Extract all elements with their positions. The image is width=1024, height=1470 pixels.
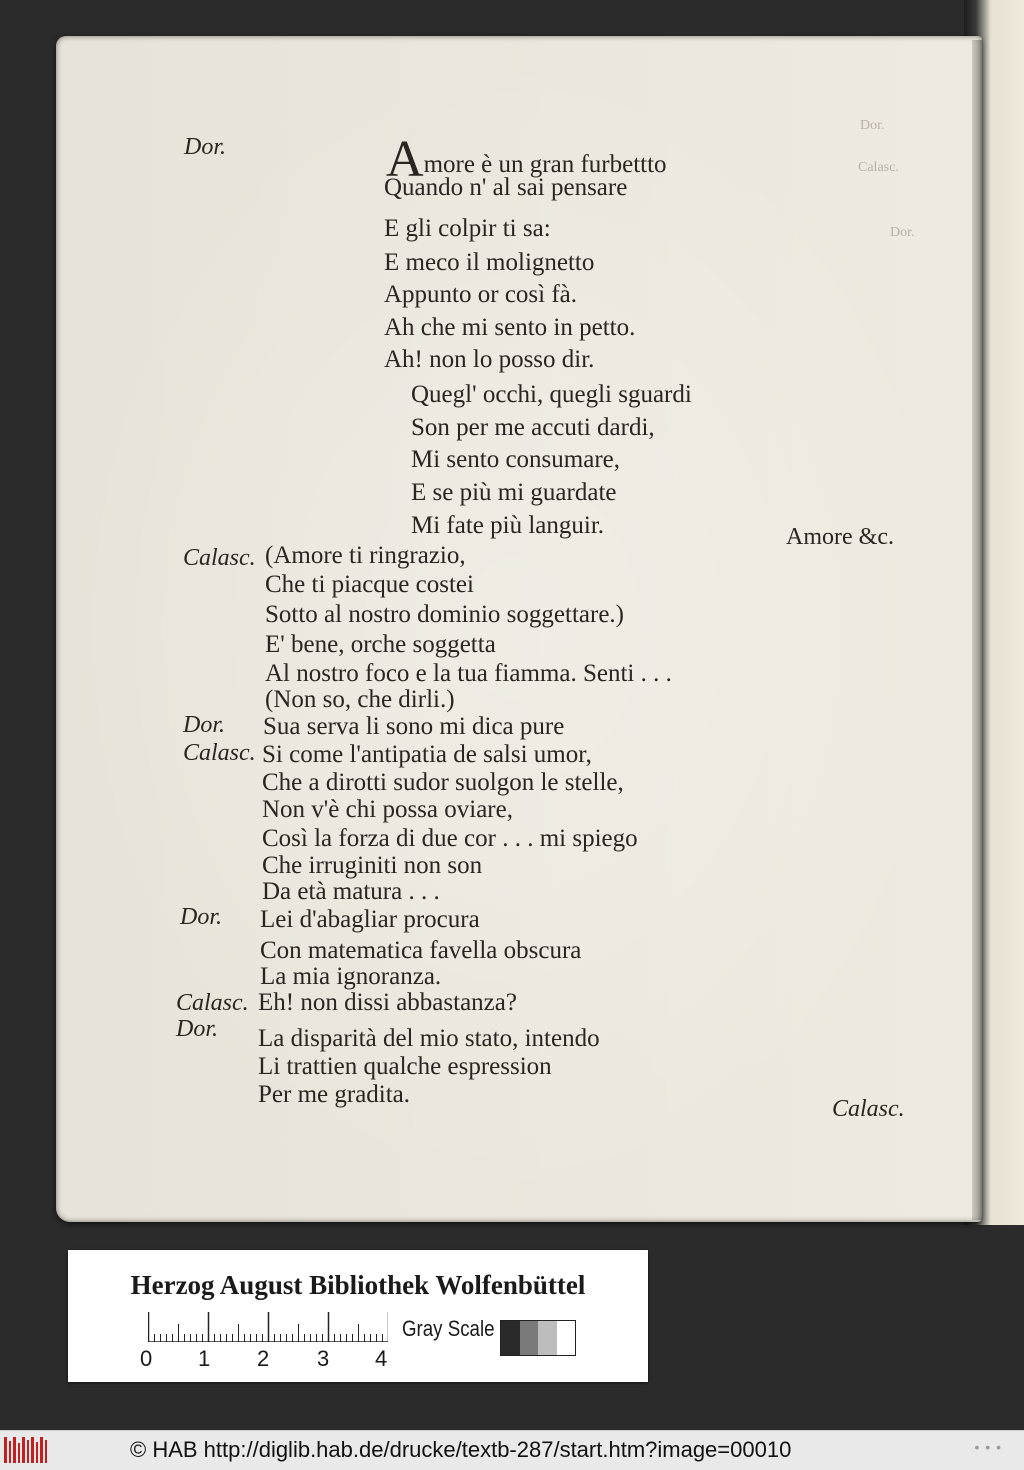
verse-line: E' bene, orche soggetta: [265, 631, 496, 658]
verse-line: Eh! non dissi abbastanza?: [258, 989, 517, 1016]
speaker-label: Dor.: [180, 904, 223, 930]
bleed-through-mark: Dor.: [890, 225, 915, 240]
speaker-label: Calasc.: [176, 990, 249, 1016]
library-name: Herzog August Bibliothek Wolfenbüttel: [130, 1270, 586, 1300]
verse-line: E gli colpir ti sa:: [384, 215, 551, 242]
verse-line: Sua serva li sono mi dica pure: [263, 713, 565, 740]
hab-logo-icon: [4, 1435, 48, 1465]
bleed-through-mark: Dor.: [860, 118, 885, 133]
ruler-number: 1: [198, 1346, 211, 1371]
verse-line: La disparità del mio stato, intendo: [258, 1025, 600, 1052]
verse-line: Che ti piacque costei: [265, 571, 474, 598]
verse-line: Li trattien qualche espression: [258, 1053, 552, 1080]
speaker-label: Calasc.: [183, 740, 256, 766]
cue-amore: Amore &c.: [786, 524, 894, 550]
verse-line: Mi fate più languir.: [411, 512, 605, 539]
verse-line: Per me gradita.: [258, 1081, 411, 1108]
gray-scale-swatches: [500, 1320, 576, 1356]
verse-line-text: more è un gran furbettto: [423, 151, 667, 178]
verse-line: Da età matura . . .: [262, 878, 440, 905]
color-target-card: [68, 1250, 648, 1382]
catchword: Calasc.: [832, 1096, 905, 1122]
verse-line: Lei d'abagliar procura: [260, 906, 480, 933]
verse-line: (Amore ti ringrazio,: [265, 542, 466, 569]
verse-line: E meco il molignetto: [384, 249, 595, 276]
gray-swatch: [520, 1321, 539, 1355]
speaker-label: Calasc.: [183, 545, 256, 571]
ruler-number: 4: [375, 1346, 388, 1371]
ruler-number: 2: [257, 1346, 270, 1371]
ruler-ticks: [149, 1312, 389, 1342]
verse-line: Si come l'antipatia de salsi umor,: [262, 741, 592, 768]
ruler-scale: [148, 1312, 388, 1342]
verse-line: La mia ignoranza.: [260, 963, 442, 990]
verse-line: (Non so, che dirli.): [265, 686, 455, 713]
verse-line: Così la forza di due cor . . . mi spiego: [262, 825, 638, 852]
verse-line: Mi sento consumare,: [411, 446, 620, 473]
verse-line: Sotto al nostro dominio soggettare.): [265, 601, 624, 628]
bleed-through-mark: Calasc.: [858, 160, 899, 175]
gray-scale-label: Gray Scale: [402, 1316, 495, 1341]
ruler-number: 3: [317, 1346, 330, 1371]
verse-line: Appunto or così fà.: [384, 281, 578, 308]
footer-bar: [0, 1430, 1024, 1470]
copyright-link[interactable]: © HAB http://diglib.hab.de/drucke/textb-287/start.htm?image=00010: [130, 1437, 792, 1462]
verse-line: Ah! non lo posso dir.: [384, 346, 595, 373]
speaker-label: Dor.: [176, 1016, 219, 1042]
verse-line: Quando n' al sai pensare: [384, 174, 628, 201]
verse-line: Che irruginiti non son: [262, 852, 483, 879]
ruler-number: 0: [140, 1346, 153, 1371]
drop-cap: A: [386, 131, 424, 188]
verse-line: Ah che mi sento in petto.: [384, 314, 636, 341]
verse-line: Quegl' occhi, quegli sguardi: [411, 381, 692, 408]
verse-line: Non v'è chi possa oviare,: [262, 796, 513, 823]
gray-swatch: [557, 1321, 576, 1355]
more-options-icon[interactable]: • • •: [974, 1439, 1002, 1455]
verse-line: Son per me accuti dardi,: [411, 414, 655, 441]
verse-line: Con matematica favella obscura: [260, 937, 582, 964]
gray-swatch: [501, 1321, 520, 1355]
speaker-label: Dor.: [184, 134, 227, 160]
gray-swatch: [538, 1321, 557, 1355]
verse-line: E se più mi guardate: [411, 479, 617, 506]
verse-line: Al nostro foco e la tua fiamma. Senti . . .: [265, 660, 672, 687]
verse-line: Che a dirotti sudor suolgon le stelle,: [262, 769, 624, 796]
speaker-label: Dor.: [183, 712, 226, 738]
